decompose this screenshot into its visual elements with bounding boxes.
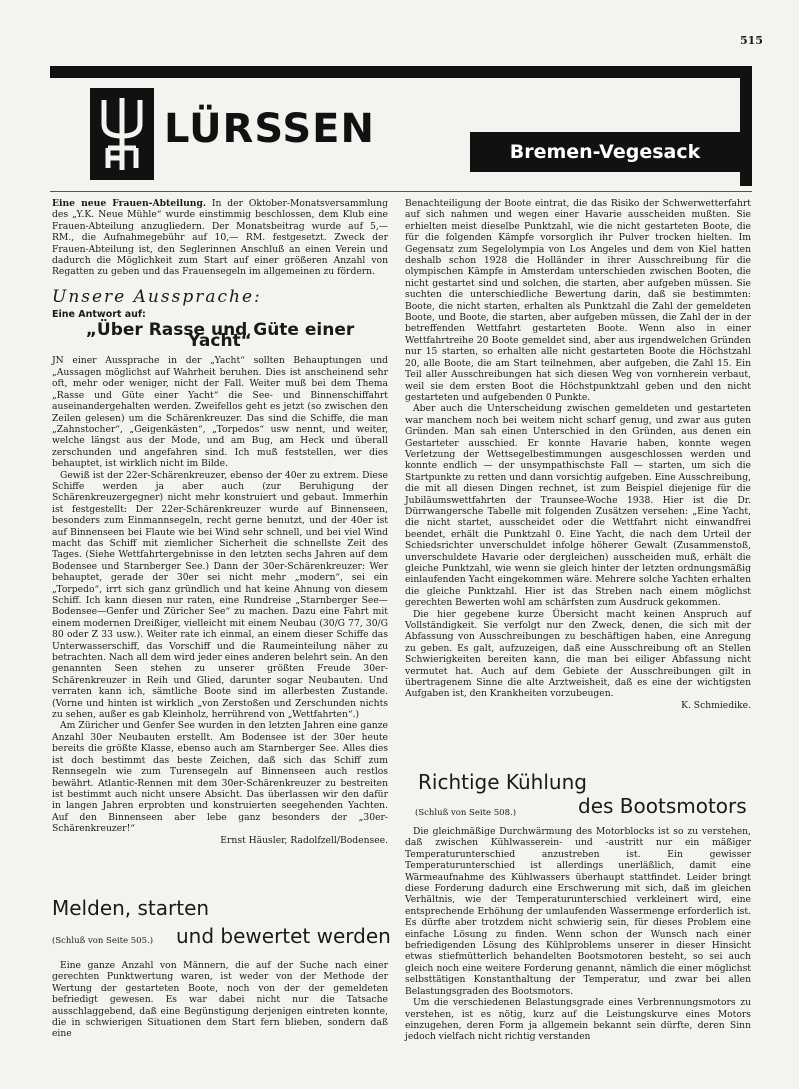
banner-top-bar [50,66,752,78]
melden-headline-2: und bewertet werden [176,924,391,948]
kuehlung-text-block [405,826,751,1043]
yacht-signature: Ernst Häusler, Radolfzell/Bodensee. [220,834,388,846]
kuehlung-headline-2: des Bootsmotors [578,794,747,818]
kuehlung-paragraph-1: Die gleichmäßige Durchwärmung des Motorblocks ist so zu verstehen, daß zwischen Kühlwasserein- und -austritt nur ein mäßiger Temperaturunterschied anzustreben ist. Ein gewisser Temperaturunterschied ist allerdings unerläßlich, damit eine Wärmeaufnahme des Kühlwassers überhaupt stattfindet. Leider bringt diese Forderung dadurch eine Erschwerung mit sich, daß im gleichen Verhältnis, wie der Temperaturunterschied verkleinert wird, eine entsprechende Erhöhung der umlaufenden Wassermenge erforderlich ist. Es dürfte aber trotzdem nicht schwierig sein, für dieses Problem eine einfache Lösung zu finden. Wenn schon der Wunsch nach einer befriedigenden Lösung des Kühlproblems unserer in dieser Hinsicht etwas stiefmütterlich behandelten Bootsmotoren besteht, so sei auch gleich noch eine weitere Forderung genannt, nämlich die einer möglichst selbsttätigen Konstanthaltung der Temperatur, und zwar bei allen Belastungsgraden des Bootsmotors. [405,826,751,997]
frauen-lead: Eine neue Frauen-Abteilung. [52,198,207,209]
kuehlung-paragraph-2: Um die verschiedenen Belastungsgrade eines Verbrennungsmotors zu verstehen, ist es nötig, kurz auf die Leistungskurve eines Motors einzugehen, deren Form ja allgemein bekannt sein dürfte, deren Sinn jedoch vielfach nicht richtig verstanden [405,997,751,1043]
answer-subtitle: Eine Antwort auf: [52,309,146,321]
section-title: Unsere Aussprache: [52,286,262,307]
frauen-paragraph [52,198,388,278]
left-column [52,198,388,846]
kuehlung-continued: (Schluß von Seite 508.) [415,808,517,818]
frauen-text: In der Oktober-Monatsversammlung des „Y.K. Neue Mühle“ wurde einstimmig beschlossen, dem Klub eine Frauen-Abteilung anzugliedern. Der Monatsbeitrag wurde auf 5,— RM., die Aufnahmegebühr auf 10,— RM. festgesetzt. Zweck der Frauen-Abteilung ist, den Seglerinnen Anschluß an einen Verein und dadurch die Möglichkeit zum Start auf einer größeren Anzahl von Regatten zu geben und das Frauensegeln im allgemeinen zu fördern. [52,198,389,278]
advertisement-banner [50,66,752,186]
banner-right-bar [740,66,752,186]
melden-paragraph: Eine ganze Anzahl von Männern, die auf der Suche nach einer gerechten Punktwertung waren, ist weder von der Methode der Wertung der gestarteten Boote, noch von der der gemeldeten befriedigt gewesen. Es war dabei nicht nur die Tatsache ausschlaggebend, daß eine Begünstigung derjenigen eintreten konnte, die in schwierigen Situationen dem Start fern blieben, sondern daß eine [52,960,388,1040]
kuehlung-headline-1: Richtige Kühlung [418,770,587,794]
header-rule [50,191,752,192]
melden-headline-1: Melden, starten [52,896,210,920]
brand-city: Bremen-Vegesack [470,132,740,172]
melden-signature: K. Schmiedike. [681,699,751,711]
melden-paragraph-2: Aber auch die Unterscheidung zwischen gemeldeten und gestarteten war manchem noch bei weitem nicht scharf genug, und zwar aus guten Gründen. Man sah einen Unterschied in den Gründen, aus denen ein Gestarteter ausschied. Er konnte Havarie haben, konnte wegen Verletzung der Wettsegelbestimmungen ausgeschlossen werden und konnte endlich — der unsympathischste Fall — starten, um sich die Startpunkte zu retten und dann vorsichtig aufgeben. Eine Ausschreibung, die mit all diesen Dingen rechnet, ist zum Beispiel diejenige für die Jubiläumswettfahrten der Traunsee-Woche 1938. Hier ist die Dr. Dürrwangersche Tabelle mit folgenden Zusätzen versehen: „Eine Yacht, die nicht startet, ausscheidet oder die Wettfahrt nicht einwandfrei beendet, erhält die Punktzahl 0. Eine Yacht, die nach dem Urteil der Schiedsrichter unverschuldet infolge höherer Gewalt (Zusammenstoß, unverschuldete Havarie oder dergleichen) ausscheiden muß, erhält die gleiche Punktzahl, wie wenn sie gleich hinter der letzten ordnungsmäßig einlaufenden Yacht eingekommen wäre. Mehrere solche Yachten erhalten die gleiche Punktzahl. Hier ist das Streben nach einem möglichst gerechten Bewerten wohl am schärfsten zum Ausdruck gekommen. [405,403,751,609]
brand-name: LÜRSSEN [164,106,375,152]
melden-paragraph-cont: Benachteiligung der Boote eintrat, die das Risiko der Schwerwetterfahrt auf sich nahmen und wegen einer Havarie ausscheiden mußten. Sie erhielten meist dieselbe Punktzahl, wie die nicht gestarteten Boote, die für die folgenden Kämpfe vorsorglich ihr Pulver trocken hielten. Im Gegensatz zum Segelolympia von Los Angeles und dem von Kiel hatten deshalb schon 1928 die Holländer in ihrer Ausschreibung für die olympischen Kämpfe in Amsterdam unterschieden zwischen Booten, die nicht gestartet sind und solchen, die starten, aber aufgeben müssen. Sie suchten die unterschiedliche Bewertung darin, daß sie bestimmten: Boote, die nicht starten, erhalten als Punktzahl die Zahl der gemeldeten Boote, und Boote, die starten, aber aufgeben müssen, die Zahl der in der betreffenden Wettfahrt gestarteten Boote. Wenn also in einer Wettfahrtreihe 20 Boote gemeldet sind, aber aus irgendwelchen Gründen nur 15 starten, so erhalten alle nicht gestarteten Boote die Höchstzahl 20, alle Boote, die am Start teilnehmen, aber aufgeben, die Zahl 15. Ein Teil aller Ausschreibungen hat sich diesen Weg von vornherein verbaut, weil sie dem ersten Boot die Höchstpunktzahl geben und den nicht gestarteten und aufgebenden 0 Punkte. [405,198,751,403]
yacht-paragraph-2: Gewiß ist der 22er-Schärenkreuzer, ebenso der 40er zu extrem. Diese Schiffe werden ja aber auch (zur Beruhigung der Schärenkreuzergegner) nicht mehr konstruiert und gebaut. Immerhin ist festgestellt: Der 22er-Schärenkreuzer wurde auf Binnenseen, besonders zum Einmannsegeln, recht gerne benutzt, und der 40er ist auf Binnenseen bei Flaute wie bei Wind sehr schnell, und bei viel Wind macht das Schiff mit ziemlicher Sicherheit die schnellste Zeit des Tages. (Siehe Wettfahrtergebnisse in den letzten sechs Jahren auf dem Bodensee und Starnberger See.) Dann der 30er-Schärenkreuzer: Wer behauptet, gerade der 30er sei nicht mehr „modern“, sei ein „Torpedo“, irrt sich ganz gründlich und hat keine Ahnung von diesem Schiff. Ich kann diesen nur raten, eine Rundreise „Starnberger See—Bodensee—Genfer und Züricher See“ zu machen. Dazu eine Fahrt mit einem modernen Dreißiger, vielleicht mit einem Neubau (30/G 77, 30/G 80 oder Z 33 usw.). Weiter rate ich einmal, an einem dieser Schiffe das Unterwasserschiff, das Vorschiff und die Raumeinteilung näher zu betrachten. Nach all dem wird jeder eines anderen belehrt sein. An den genannten Seen stehen zu unserer größten Freude 30er-Schärenkreuzer in Reih und Glied, darunter sogar Neubauten. Und verraten kann ich, sämtliche Boote sind im allerbesten Zustande. (Vorne und hinten ist wirklich „von Zerstoßen und Zerschunden nichts zu sehen, außer es gab Kleinholz, herrührend von „Wettfahrten“.) [52,469,388,721]
melden-continued: (Schluß von Seite 505.) [52,936,154,946]
right-column [405,198,751,711]
yacht-headline: „Über Rasse und Güte einer Yacht“ [85,319,355,352]
yacht-paragraph-1: JN einer Aussprache in der „Yacht“ sollten Behauptungen und „Aussagen möglichst auf Wahrheit beruhen. Dies ist anscheinend sehr oft, mehr oder weniger, nicht der Fall. Weiter muß bei dem Thema „Rasse und Güte einer Yacht“ die See- und Binnenschiffahrt auseinandergehalten werden. Zweifellos geht es jetzt (so zwischen den Zeilen gelesen) um die Schärenkreuzer. Das sind die Schiffe, die man „Zahnstocher“, „Geigenkästen“, „Torpedos“ usw nennt, und weiter, welche längst aus der Mode, und am Bug, am Heck und überall zerschunden und angefahren sind. Ich muß feststellen, wer dies behauptet, ist wirklich nicht im Bilde. [52,355,388,470]
yacht-paragraph-3: Am Züricher und Genfer See wurden in den letzten Jahren eine ganze Anzahl 30er Neubauten erstellt. Am Bodensee ist der 30er heute bereits die größte Klasse, ebenso auch am Starnberger See. Alles dies ist doch bestimmt das beste Zeichen, daß sich das Schiff zum Rennsegeln wie zum Turensegeln auf Binnenseen auch restlos bewährt. Atlantic-Rennen mit dem 30er-Schärenkreuzer zu bestreiten ist bestimmt auch nicht unsere Absicht. Das überlassen wir den dafür in langen Jahren erprobten und konstruierten seegehenden Yachten. Auf den Binnenseen aber lebe ganz besonders der „30er-Schärenkreuzer!“ [52,720,388,835]
trident-logo-icon [90,88,154,180]
melden-text-block [52,960,388,1040]
melden-paragraph-3: Die hier gegebene kurze Übersicht macht keinen Anspruch auf Vollständigkeit. Sie verfolgt nur den Zweck, denen, die sich mit der Abfassung von Ausschreibungen zu beschäftigen haben, eine Anregung zu geben. Es galt, aufzuzeigen, daß eine Ausschreibung oft an Stellen Schwierigkeiten bereiten kann, die man bei eiliger Abfassung nicht vermutet hat. Auch auf dem Gebiete der Ausschreibungen gilt in übertragenem Sinne die alte Arztweisheit, daß es eine der wichtigsten Aufgaben ist, den Krankheiten vorzubeugen. [405,608,751,700]
page-number: 515 [740,34,763,47]
